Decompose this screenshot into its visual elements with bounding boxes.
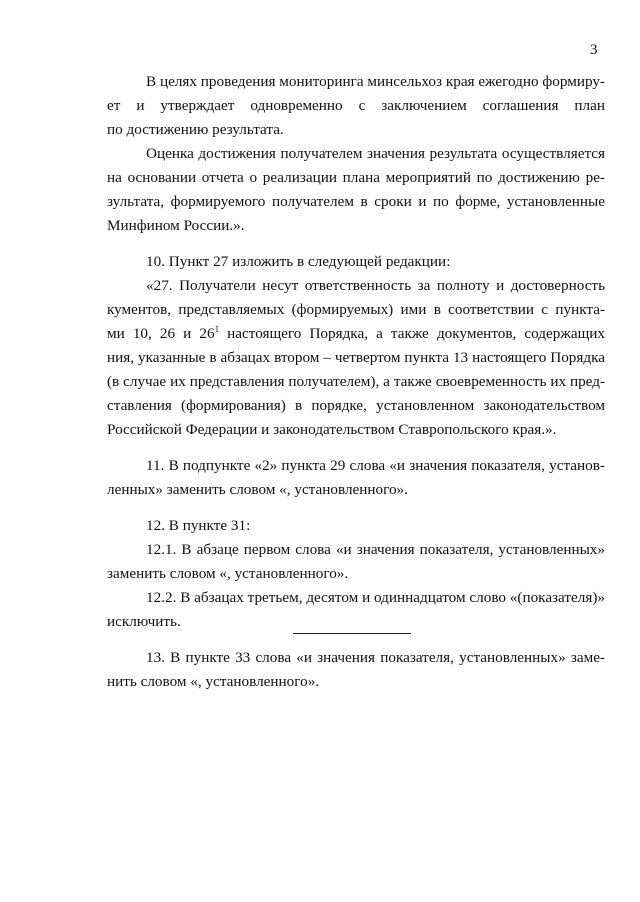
text-line-continuation: настоящего Порядка, а также документов, содержащих xyxy=(227,325,605,342)
text-line xyxy=(107,168,605,187)
text-line-content: зультата, формируемого получателем в сроки и по форме, установленные xyxy=(107,193,605,210)
text-line xyxy=(107,372,605,391)
text-line xyxy=(107,396,605,415)
text-line-content: заменить словом «, установленного». xyxy=(107,565,349,582)
text-line xyxy=(146,252,450,271)
text-line-content: 12. В пункте 31: xyxy=(146,517,251,534)
text-line xyxy=(146,540,605,559)
superscript: 1 xyxy=(214,324,220,334)
page-number: 3 xyxy=(590,42,598,58)
text-line-content: Минфином России.». xyxy=(107,217,245,234)
text-line-content: ния, указанные в абзацах втором – четвертом пункта 13 настоящего Порядка xyxy=(107,349,605,366)
text-line-content: ставления (формирования) в порядке, установленном законодательством xyxy=(107,397,605,414)
text-line xyxy=(146,516,250,535)
text-line xyxy=(107,300,605,319)
separator-line xyxy=(293,633,411,634)
text-line-content: 10. Пункт 27 изложить в следующей редакции: xyxy=(146,253,451,270)
text-line xyxy=(146,72,605,91)
text-line xyxy=(107,672,319,691)
text-line-content: (в случае их представления получателем), а также своевременность их пред- xyxy=(107,373,605,390)
text-line-content: 12.2. В абзацах третьем, десятом и одиннадцатом слово «(показателя)» xyxy=(146,589,605,606)
text-line xyxy=(107,324,605,343)
text-line-content: 13. В пункте 33 слова «и значения показателя, установленных» заме- xyxy=(146,649,605,666)
text-line xyxy=(107,348,605,367)
text-line-content: на основании отчета о реализации плана мероприятий по достижению ре- xyxy=(107,169,605,186)
text-line xyxy=(107,96,605,115)
text-line-content: нить словом «, установленного». xyxy=(107,673,320,690)
text-line-content: кументов, представляемых (формируемых) ими в соответствии с пункта- xyxy=(107,301,605,318)
text-line-content: по достижению результата. xyxy=(107,121,284,138)
text-line-content: ленных» заменить словом «, установленного». xyxy=(107,481,408,498)
text-line xyxy=(107,480,408,499)
text-line xyxy=(107,420,556,439)
text-line-content: 11. В подпункте «2» пункта 29 слова «и значения показателя, установ- xyxy=(146,457,605,474)
text-line xyxy=(146,588,605,607)
text-line-content: Российской Федерации и законодательством Ставропольского края.». xyxy=(107,421,557,438)
text-line xyxy=(146,456,605,475)
text-line-content: Оценка достижения получателем значения результата осуществляется xyxy=(146,145,605,162)
text-line xyxy=(107,216,245,235)
text-line-content: «27. Получатели несут ответственность за полноту и достоверность xyxy=(146,277,605,294)
text-line xyxy=(146,648,605,667)
text-line-content: ми 10, 26 и 26 xyxy=(107,325,215,342)
text-line xyxy=(107,564,348,583)
text-line xyxy=(146,144,605,163)
text-line xyxy=(107,612,181,631)
text-line-content: В целях проведения мониторинга минсельхоз края ежегодно формиру- xyxy=(146,73,605,90)
text-line xyxy=(107,120,284,139)
text-line-content: исключить. xyxy=(107,613,181,630)
text-line xyxy=(107,192,605,211)
text-line xyxy=(146,276,605,295)
text-line-content: 12.1. В абзаце первом слова «и значения показателя, установленных» xyxy=(146,541,605,558)
text-line-content: ет и утверждает одновременно с заключением соглашения план xyxy=(107,97,605,114)
